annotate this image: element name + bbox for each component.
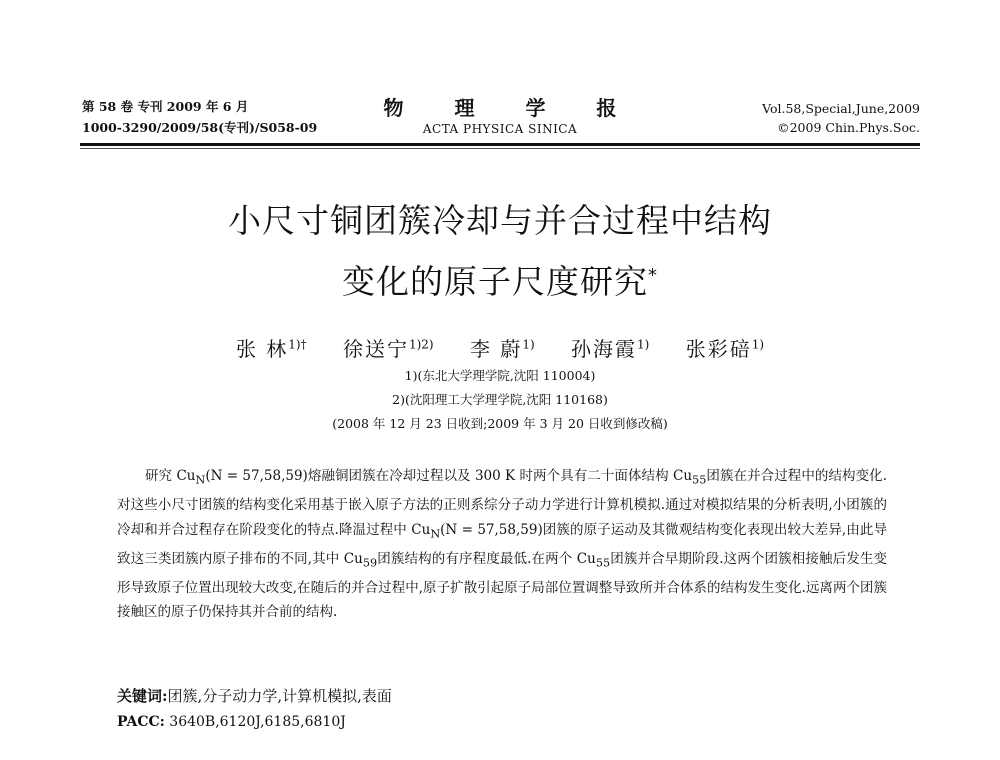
pacc-label: PACC: bbox=[117, 714, 165, 730]
abstract bbox=[117, 464, 887, 625]
author bbox=[343, 337, 434, 361]
journal-title-cn: 物 理 学 报 bbox=[383, 96, 639, 120]
affiliation-2: 2)(沈阳理工大学理学院,沈阳 110168) bbox=[392, 392, 608, 407]
header-center bbox=[330, 96, 670, 137]
keywords-label: 关键词: bbox=[117, 687, 168, 705]
author-list bbox=[100, 330, 900, 363]
subscript: N bbox=[430, 527, 441, 541]
abstract-text-d: (N = 57,58,59)团簇的原子运动及其微观结构变化表现出较大差异,由此导致这三类团簇内原子排布的不同,其中 Cu bbox=[117, 521, 887, 567]
author bbox=[686, 337, 764, 361]
author-sup: 1)† bbox=[288, 337, 307, 351]
received-date: (2008 年 12 月 23 日收到;2009 年 3 月 20 日收到修改稿) bbox=[332, 416, 668, 431]
subscript: 59 bbox=[362, 556, 378, 570]
abstract-text-a: 研究 Cu bbox=[145, 468, 196, 484]
author-name: 张彩碚 bbox=[685, 336, 752, 361]
subscript: 55 bbox=[692, 473, 707, 487]
author-sup: 1)2) bbox=[408, 337, 434, 351]
title-footnote-mark: * bbox=[648, 265, 658, 286]
header-right bbox=[762, 99, 920, 137]
abstract-text-e: 团簇结构的有序程度最低.在两个 Cu bbox=[377, 550, 596, 567]
title-line-1: 小尺寸铜团簇冷却与并合过程中结构 bbox=[228, 201, 772, 240]
title-line-2-text: 变化的原子尺度研究 bbox=[342, 262, 648, 301]
author-name: 李 蔚 bbox=[469, 336, 523, 361]
abstract-text-b: (N = 57,58,59)熔融铜团簇在冷却过程以及 300 K 时两个具有二十面体结构 Cu bbox=[205, 468, 693, 484]
volume-info-en: Vol.58,Special,June,2009 bbox=[762, 101, 920, 116]
paper-title bbox=[100, 193, 900, 309]
subscript: N bbox=[195, 473, 206, 487]
title-line-2 bbox=[100, 248, 900, 309]
subscript: 55 bbox=[595, 556, 611, 570]
issn-line: 1000-3290/2009/58(专刊)/S058-09 bbox=[82, 120, 318, 135]
header-rule-thin bbox=[80, 148, 920, 149]
abstract-text-f: 团簇并合早期阶段.这两个团簇相接触后发生变形导致原子位置出现较大改变,在随后的并合过程中,原子扩散引起原子局部位置调整导致所并合体系的结构发生变化.远离两个团簇接触区的原子仍保持其并合前的结构. bbox=[117, 550, 888, 621]
author bbox=[571, 337, 649, 361]
copyright: ©2009 Chin.Phys.Soc. bbox=[777, 120, 920, 135]
volume-info-cn: 第 58 卷 专刊 2009 年 6 月 bbox=[82, 99, 249, 114]
author-name: 徐送宁 bbox=[342, 336, 409, 361]
pacc bbox=[117, 710, 887, 734]
keywords bbox=[117, 684, 887, 708]
author-sup: 1) bbox=[751, 337, 765, 351]
header-rule-thick bbox=[80, 143, 920, 146]
header-left bbox=[82, 96, 317, 138]
author-sup: 1) bbox=[637, 337, 650, 351]
author-name: 张 林 bbox=[235, 336, 289, 361]
author-name: 孙海霞 bbox=[571, 336, 638, 361]
journal-header bbox=[0, 96, 1000, 146]
author bbox=[470, 337, 535, 361]
affiliation-1: 1)(东北大学理学院,沈阳 110004) bbox=[404, 368, 596, 383]
abstract-text-c: 团簇在并合过程中的结构变化.对这些小尺寸团簇的结构变化采用基于嵌入原子方法的正则系综分子动力学进行计算机模拟.通过对模拟结果的分析表明,小团簇的冷却和并合过程存在阶段变化的特点.降温过程中 Cu bbox=[117, 468, 887, 538]
keywords-value: 团簇,分子动力学,计算机模拟,表面 bbox=[167, 687, 392, 705]
author bbox=[236, 337, 307, 361]
pacc-value: 3640B,6120J,6185,6810J bbox=[169, 714, 346, 730]
author-sup: 1) bbox=[522, 337, 535, 351]
journal-title-en: ACTA PHYSICA SINICA bbox=[422, 122, 578, 136]
